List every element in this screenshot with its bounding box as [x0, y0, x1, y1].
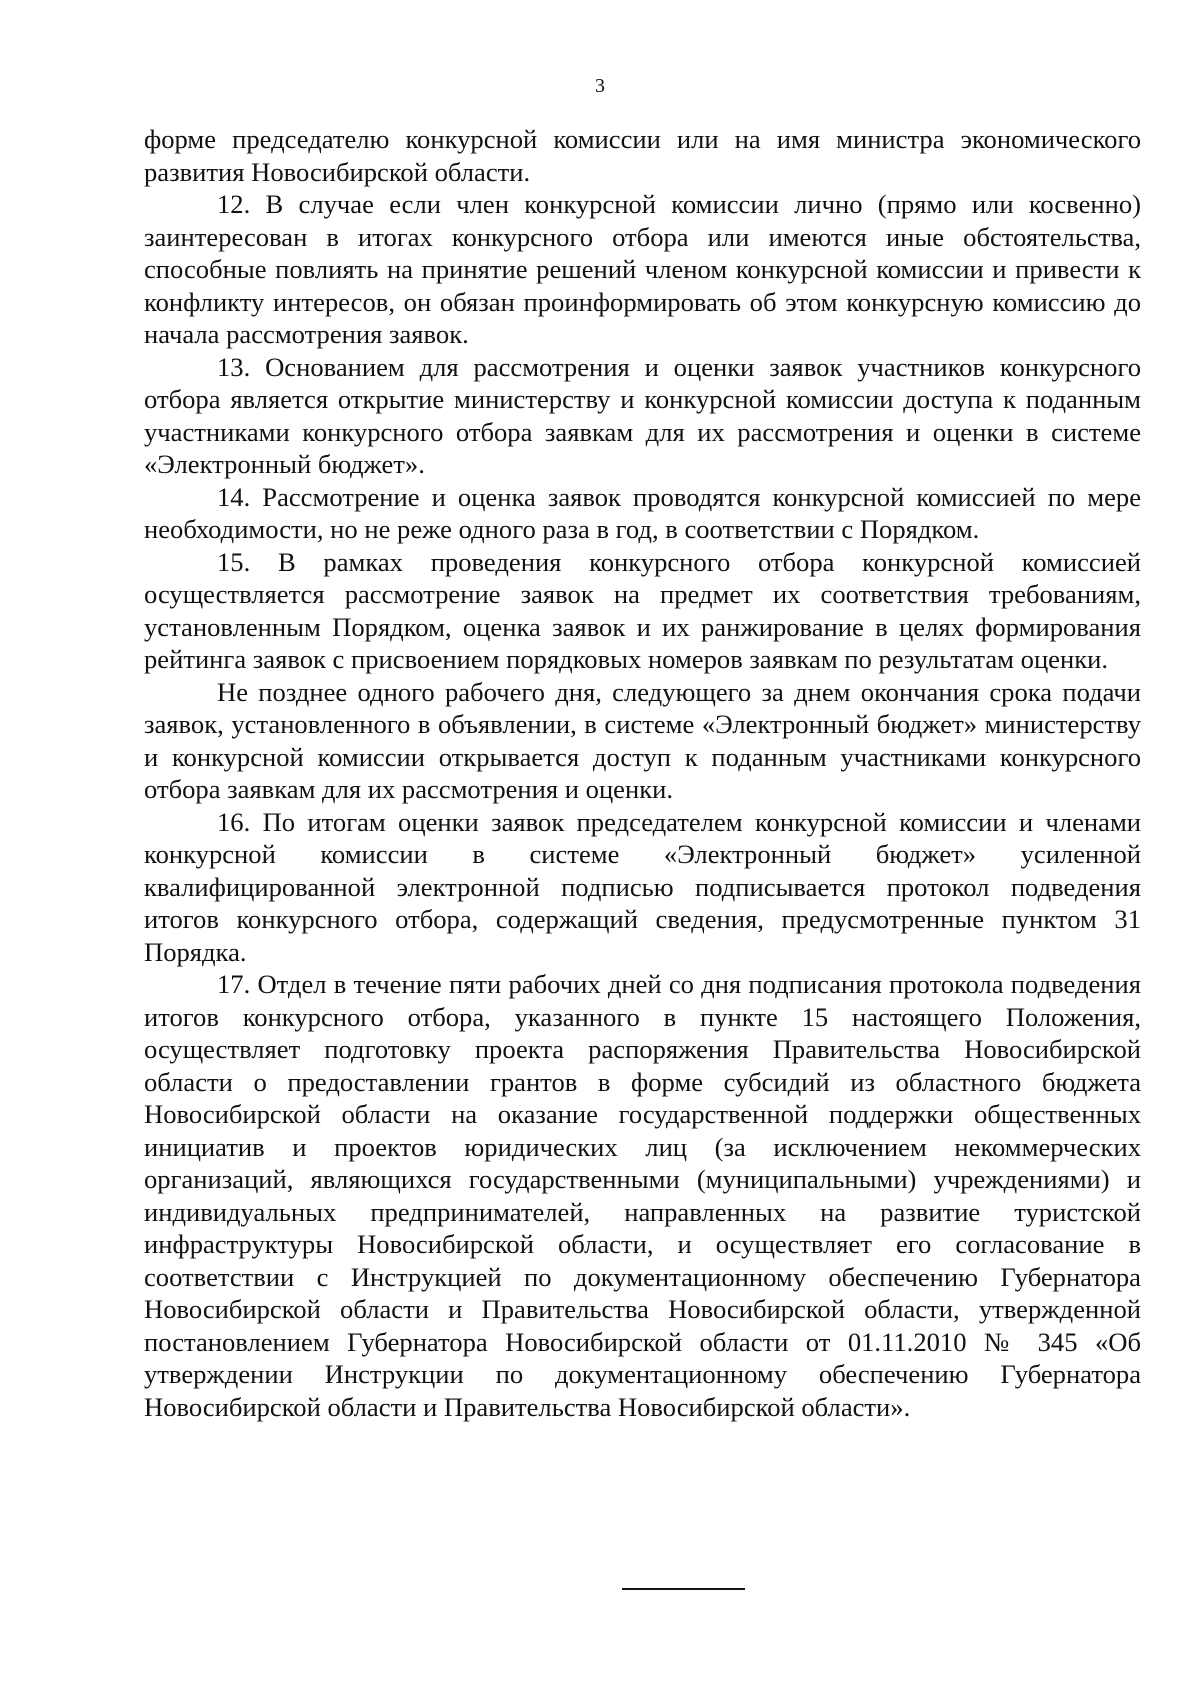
document-body: [144, 123, 1141, 1423]
paragraph-item-13: 13. Основанием для рассмотрения и оценки заявок участников конкурсного отбора является открытие министерству и конкурсной комиссии доступа к поданным участниками конкурсного отбора заявкам для их рассмотрения и оценки в системе «Электронный бюджет».: [144, 351, 1141, 479]
page-number: 3: [595, 75, 605, 97]
end-of-document-rule: [622, 1588, 745, 1590]
paragraph-item-17: 17. Отдел в течение пяти рабочих дней со дня подписания протокола подведения итогов конкурсного отбора, указанного в пункте 15 настоящего Положения, осуществляет подготовку проекта распоряжения Правительства Новосибирской области о предоставлении грантов в форме субсидий из областного бюджета Новосибирской области на оказание государственной поддержки общественных инициатив и проектов юридических лиц (за исключением некоммерческих организаций, являющихся государственными (муниципальными) учреждениями) и индивидуальных предпринимателей, направленных на развитие туристской инфраструктуры Новосибирской области, и осуществляет его согласование в соответствии с Инструкцией по документационному обеспечению Губернатора Новосибирской области и Правительства Новосибирской области, утвержденной постановлением Губернатора Новосибирской области от 01.11.2010 № 345 «Об утверждении Инструкции по документационному обеспечению Губернатора Новосибирской области и Правительства Новосибирской области».: [144, 969, 1141, 1422]
paragraph-item-14: 14. Рассмотрение и оценка заявок проводятся конкурсной комиссией по мере необходимости, но не реже одного раза в год, в соответствии с Порядком.: [144, 481, 1141, 544]
paragraph-continuation: форме председателю конкурсной комиссии или на имя министра экономического развития Новосибирской области.: [144, 124, 1141, 187]
paragraph-item-16: 16. По итогам оценки заявок председателем конкурсной комиссии и членами конкурсной комиссии в системе «Электронный бюджет» усиленной квалифицированной электронной подписью подписывается протокол подведения итогов конкурсного отбора, содержащий сведения, предусмотренные пунктом 31 Порядка.: [144, 806, 1141, 967]
paragraph-item-15: 15. В рамках проведения конкурсного отбора конкурсной комиссией осуществляется рассмотрение заявок на предмет их соответствия требованиям, установленным Порядком, оценка заявок и их ранжирование в целях формирования рейтинга заявок с присвоением порядковых номеров заявкам по результатам оценки.: [144, 546, 1141, 674]
paragraph-item-12: 12. В случае если член конкурсной комиссии лично (прямо или косвенно) заинтересован в итогах конкурсного отбора или имеются иные обстоятельства, способные повлиять на принятие решений членом конкурсной комиссии и привести к конфликту интересов, он обязан проинформировать об этом конкурсную комиссию до начала рассмотрения заявок.: [144, 189, 1141, 349]
paragraph-item-15-continuation: Не позднее одного рабочего дня, следующего за днем окончания срока подачи заявок, установленного в объявлении, в системе «Электронный бюджет» министерству и конкурсной комиссии открывается доступ к поданным участниками конкурсного отбора заявкам для их рассмотрения и оценки.: [144, 676, 1141, 804]
